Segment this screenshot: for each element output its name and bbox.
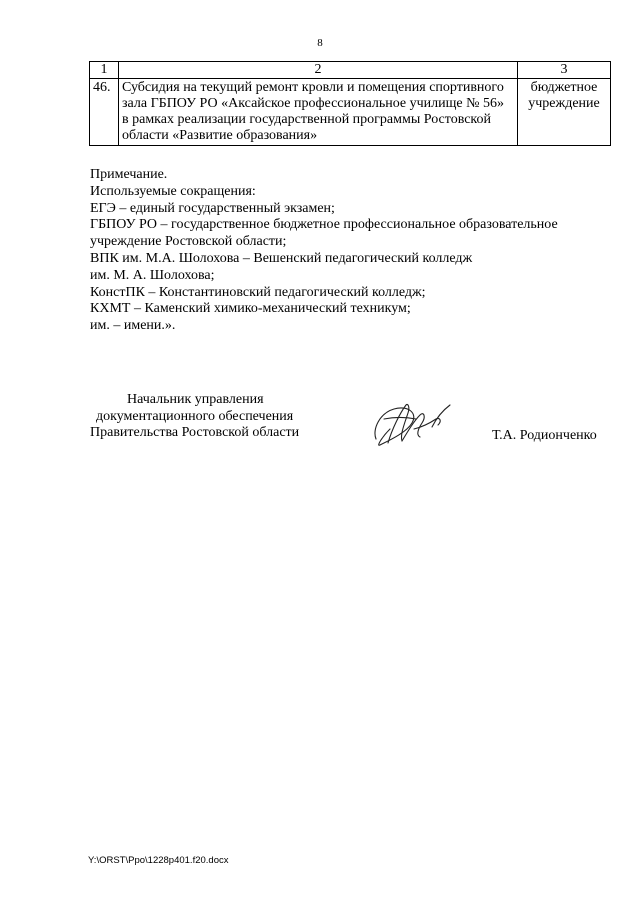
signatory-position xyxy=(90,392,299,442)
type-line: бюджетное xyxy=(530,80,598,95)
description-line: области «Развитие образования» xyxy=(122,128,318,143)
abbreviation-line: ВПК им. М.А. Шолохова – Вешенский педагогический колледж xyxy=(90,250,473,266)
table-row xyxy=(90,79,611,146)
type-line: учреждение xyxy=(528,96,600,111)
description-line: зала ГБПОУ РО «Аксайское профессиональное училище № 56» xyxy=(122,96,504,111)
abbreviation-line: КонстПК – Константиновский педагогический колледж; xyxy=(90,284,426,300)
position-line: Начальник управления xyxy=(127,392,264,407)
signatory-name: Т.А. Родионченко xyxy=(492,428,597,443)
table-header-row xyxy=(90,62,611,79)
abbreviation-line: им. – имени.». xyxy=(90,318,176,334)
abbreviation-line: КХМТ – Каменский химико-механический техникум; xyxy=(90,301,411,317)
handwritten-signature xyxy=(366,399,466,451)
file-path-footer: Y:\ORST\Ppo\1228p401.f20.docx xyxy=(88,855,229,866)
table-header-cell: 2 xyxy=(119,62,518,79)
abbreviation-line: им. М. А. Шолохова; xyxy=(90,267,215,283)
position-line: Правительства Ростовской области xyxy=(90,425,300,440)
note-subtitle: Используемые сокращения: xyxy=(90,183,256,199)
abbreviation-line: ЕГЭ – единый государственный экзамен; xyxy=(90,200,335,216)
subsidy-table xyxy=(89,61,611,146)
row-number: 46. xyxy=(90,79,119,146)
page-number: 8 xyxy=(317,37,323,49)
note-title: Примечание. xyxy=(90,167,168,182)
table-header-cell: 3 xyxy=(518,62,611,79)
abbreviation-line: ГБПОУ РО – государственное бюджетное профессиональное образовательное xyxy=(90,217,558,233)
abbreviation-line: учреждение Ростовской области; xyxy=(90,234,287,250)
description-line: в рамках реализации государственной программы Ростовской xyxy=(122,112,492,127)
row-institution-type xyxy=(518,79,611,146)
abbreviations-note xyxy=(90,167,610,335)
table-header-cell: 1 xyxy=(90,62,119,79)
position-line: документационного обеспечения xyxy=(96,408,294,424)
row-description xyxy=(119,79,518,146)
description-line: Субсидия на текущий ремонт кровли и помещения спортивного xyxy=(122,80,504,95)
